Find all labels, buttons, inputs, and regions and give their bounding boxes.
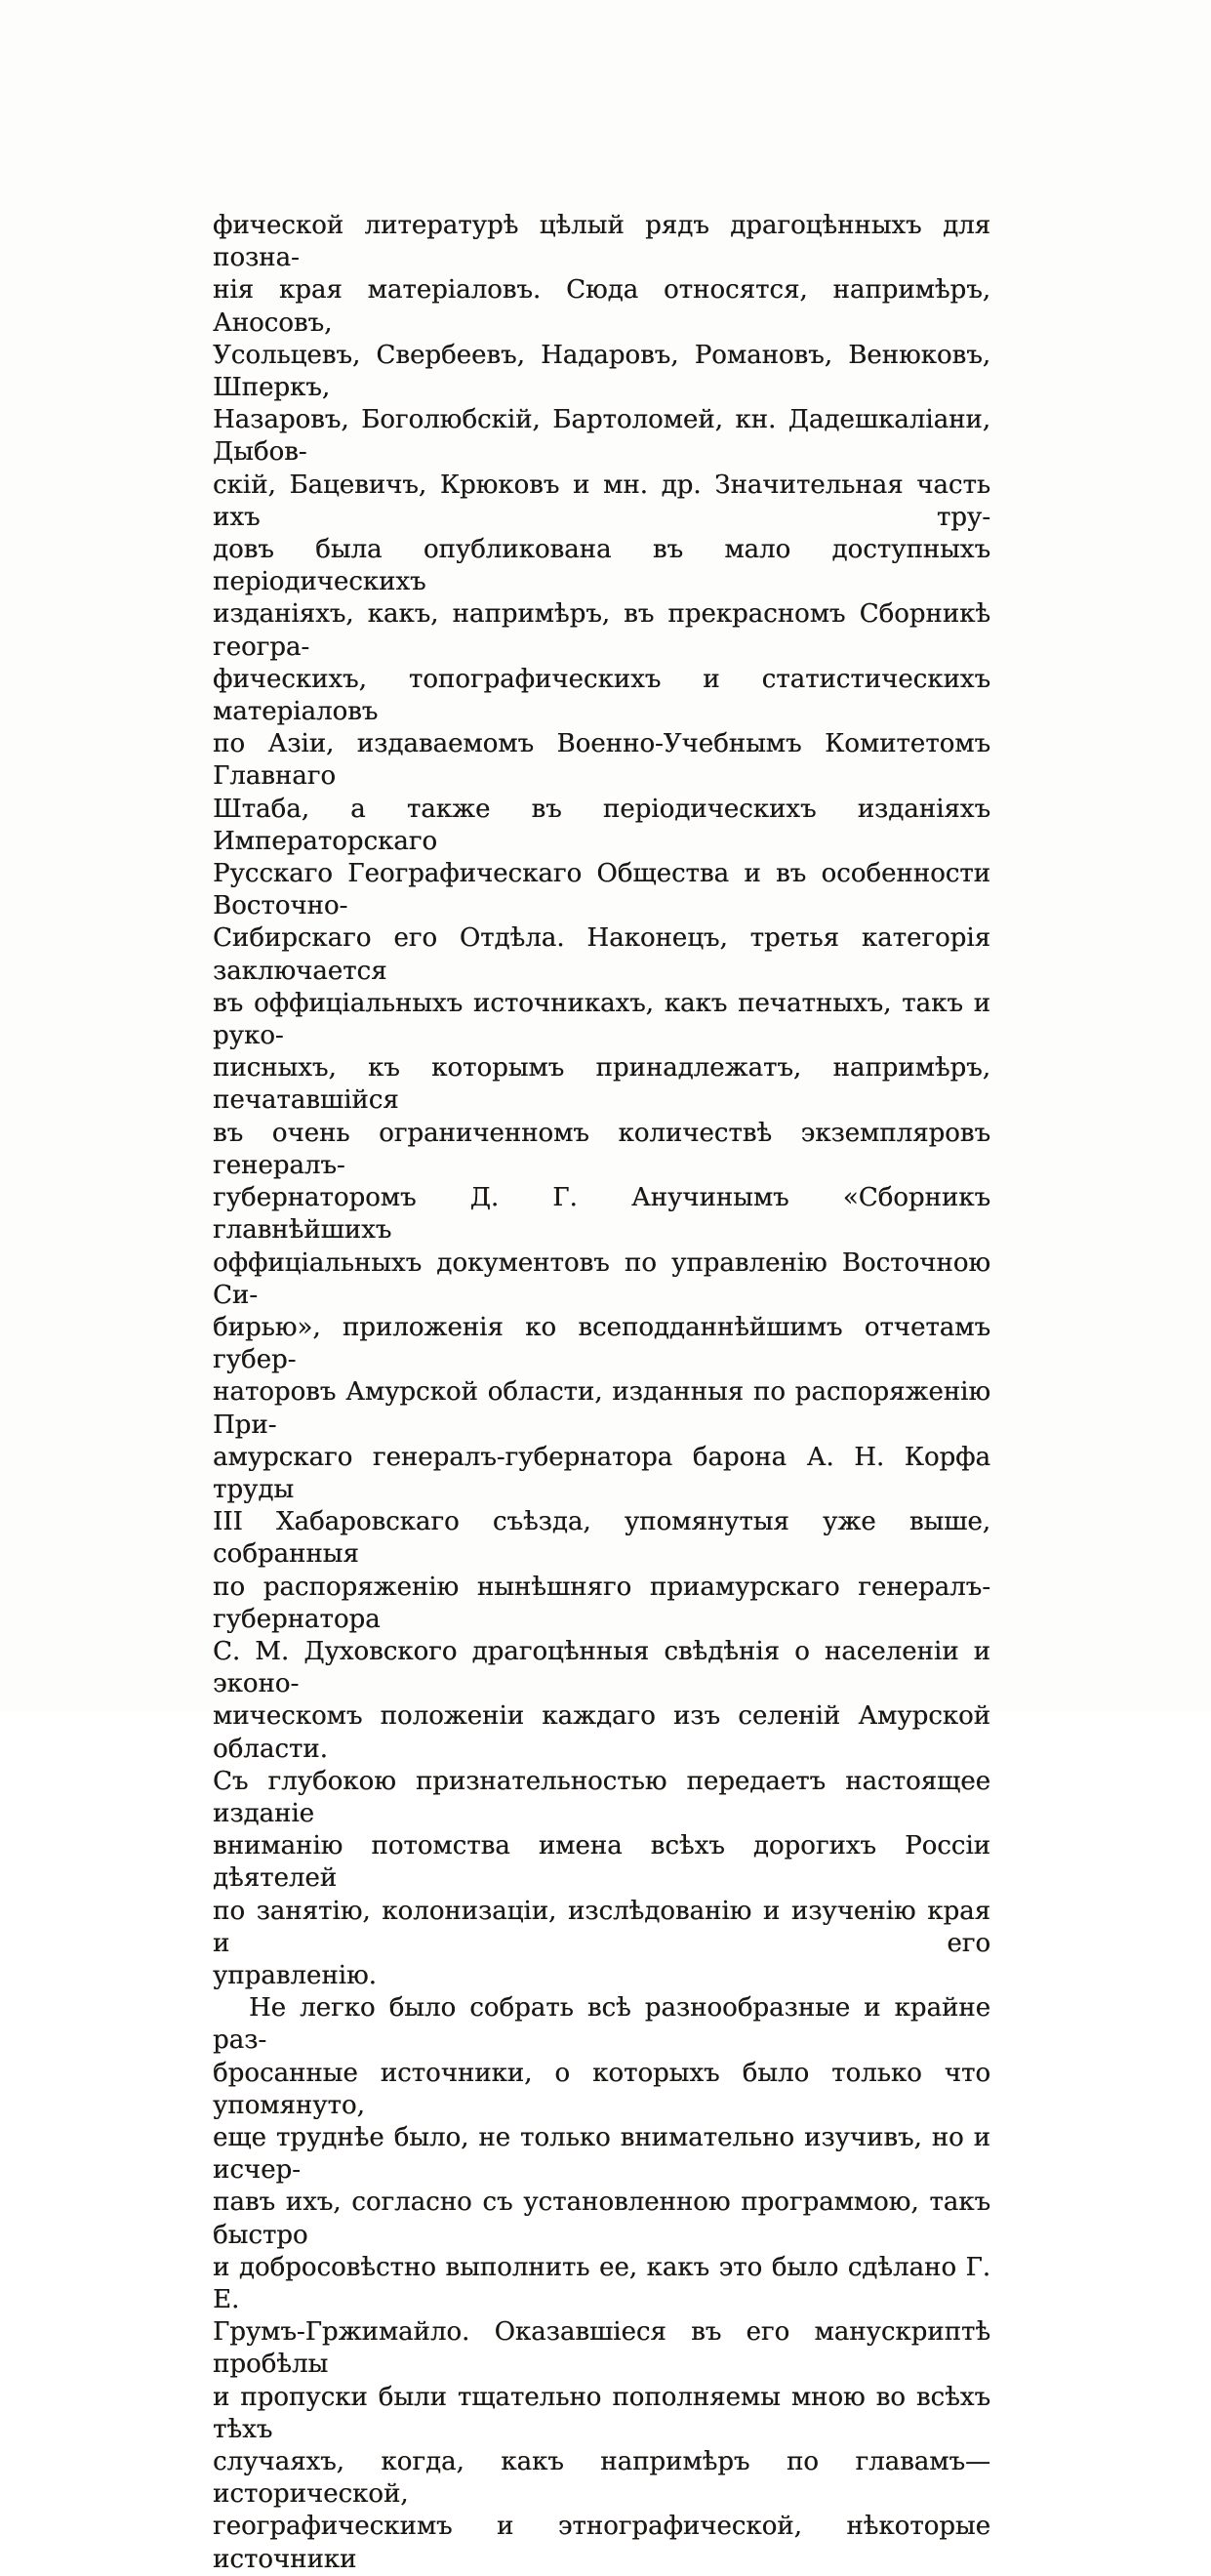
text-line: III Хабаровскаго съѣзда, упомянутыя уже выше, собранныя (213, 1507, 990, 1570)
text-line: по Азіи, издаваемомъ Военно-Учебнымъ Комитетомъ Главнаго (213, 729, 990, 792)
text-line: фическихъ, топографическихъ и статистическихъ матеріаловъ (213, 664, 990, 727)
text-line: изданіяхъ, какъ, напримѣръ, въ прекрасномъ Сборникѣ геогра- (213, 599, 990, 662)
text-line: вниманію потомства имена всѣхъ дорогихъ Россіи дѣятелей (213, 1831, 990, 1894)
text-line: скій, Бацевичъ, Крюковъ и мн. др. Значительная часть ихъ тру- (213, 470, 990, 532)
text-line: управленію. (213, 1960, 377, 1990)
text-line: по занятію, колонизаціи, изслѣдованію и изученію края и его (213, 1896, 990, 1958)
text-line: еще труднѣе было, не только внимательно изучивъ, но и исчер- (213, 2122, 990, 2186)
text-line: Назаровъ, Боголюбскій, Бартоломей, кн. Дадешкаліани, Дыбов- (213, 405, 990, 468)
text-line: и добросовѣстно выполнить ее, какъ это было сдѣлано Г. Е. (213, 2252, 990, 2314)
text-line: Не легко было собрать всѣ разнообразные и крайне раз- (213, 1993, 990, 2056)
text-line: Усольцевъ, Свербеевъ, Надаровъ, Романовъ, Венюковъ, Шперкъ, (213, 340, 990, 403)
text-line: амурскаго генералъ-губернатора барона А. Н. Корфа труды (213, 1442, 990, 1504)
text-line: по распоряженію нынѣшняго приамурскаго генералъ-губернатора (213, 1572, 990, 1634)
paragraph (213, 210, 990, 1992)
text-line: нія края матеріаловъ. Сюда относятся, напримѣръ, Аносовъ, (213, 275, 990, 338)
text-line: Съ глубокою признательностью передаетъ настоящее изданіе (213, 1766, 990, 1828)
text-line: довъ была опубликована въ мало доступныхъ періодическихъ (213, 535, 990, 597)
text-line: наторовъ Амурской области, изданныя по распоряженію При- (213, 1377, 990, 1440)
text-line: С. М. Духовского драгоцѣнныя свѣдѣнія о населеніи и эконо- (213, 1636, 990, 1699)
text-line: бирью», приложенія ко всеподданнѣйшимъ отчетамъ губер- (213, 1312, 990, 1375)
text-line: Сибирскаго его Отдѣла. Наконецъ, третья категорія заключается (213, 923, 990, 986)
text-line: и пропуски были тщательно пополняемы мною во всѣхъ тѣхъ (213, 2382, 990, 2444)
text-line: писныхъ, къ которымъ принадлежатъ, напримѣръ, печатавшійся (213, 1053, 990, 1116)
text-line: мическомъ положеніи каждаго изъ селеній Амурской области. (213, 1701, 990, 1764)
text-line: фической литературѣ цѣлый рядъ драгоцѣнныхъ для позна- (213, 211, 990, 273)
text-line: Штаба, а также въ періодическихъ изданіяхъ Императорскаго (213, 794, 990, 856)
paragraph (213, 1992, 990, 2576)
text-line: въ очень ограниченномъ количествѣ экземпляровъ генералъ- (213, 1118, 990, 1180)
page-text (213, 210, 990, 2576)
text-line: губернаторомъ Д. Г. Анучинымъ «Сборникъ главнѣйшихъ (213, 1183, 990, 1246)
text-line: бросанные источники, о которыхъ было только что упомянуто, (213, 2058, 990, 2120)
text-line: въ оффиціальныхъ источникахъ, какъ печатныхъ, такъ и руко- (213, 988, 990, 1051)
text-line: Русскаго Географическаго Общества и въ особенности Восточно- (213, 859, 990, 921)
text-line: географическимъ и этнографической, нѣкоторые источники (213, 2512, 990, 2574)
text-line: Грумъ-Гржимайло. Оказавшіеся въ его манускриптѣ пробѣлы (213, 2317, 990, 2380)
text-line: случаяхъ, когда, какъ напримѣръ по главамъ—исторической, (213, 2447, 990, 2510)
text-line: павъ ихъ, согласно съ установленною программою, такъ быстро (213, 2188, 990, 2250)
text-line: оффиціальныхъ документовъ по управленію Восточною Си- (213, 1247, 990, 1310)
